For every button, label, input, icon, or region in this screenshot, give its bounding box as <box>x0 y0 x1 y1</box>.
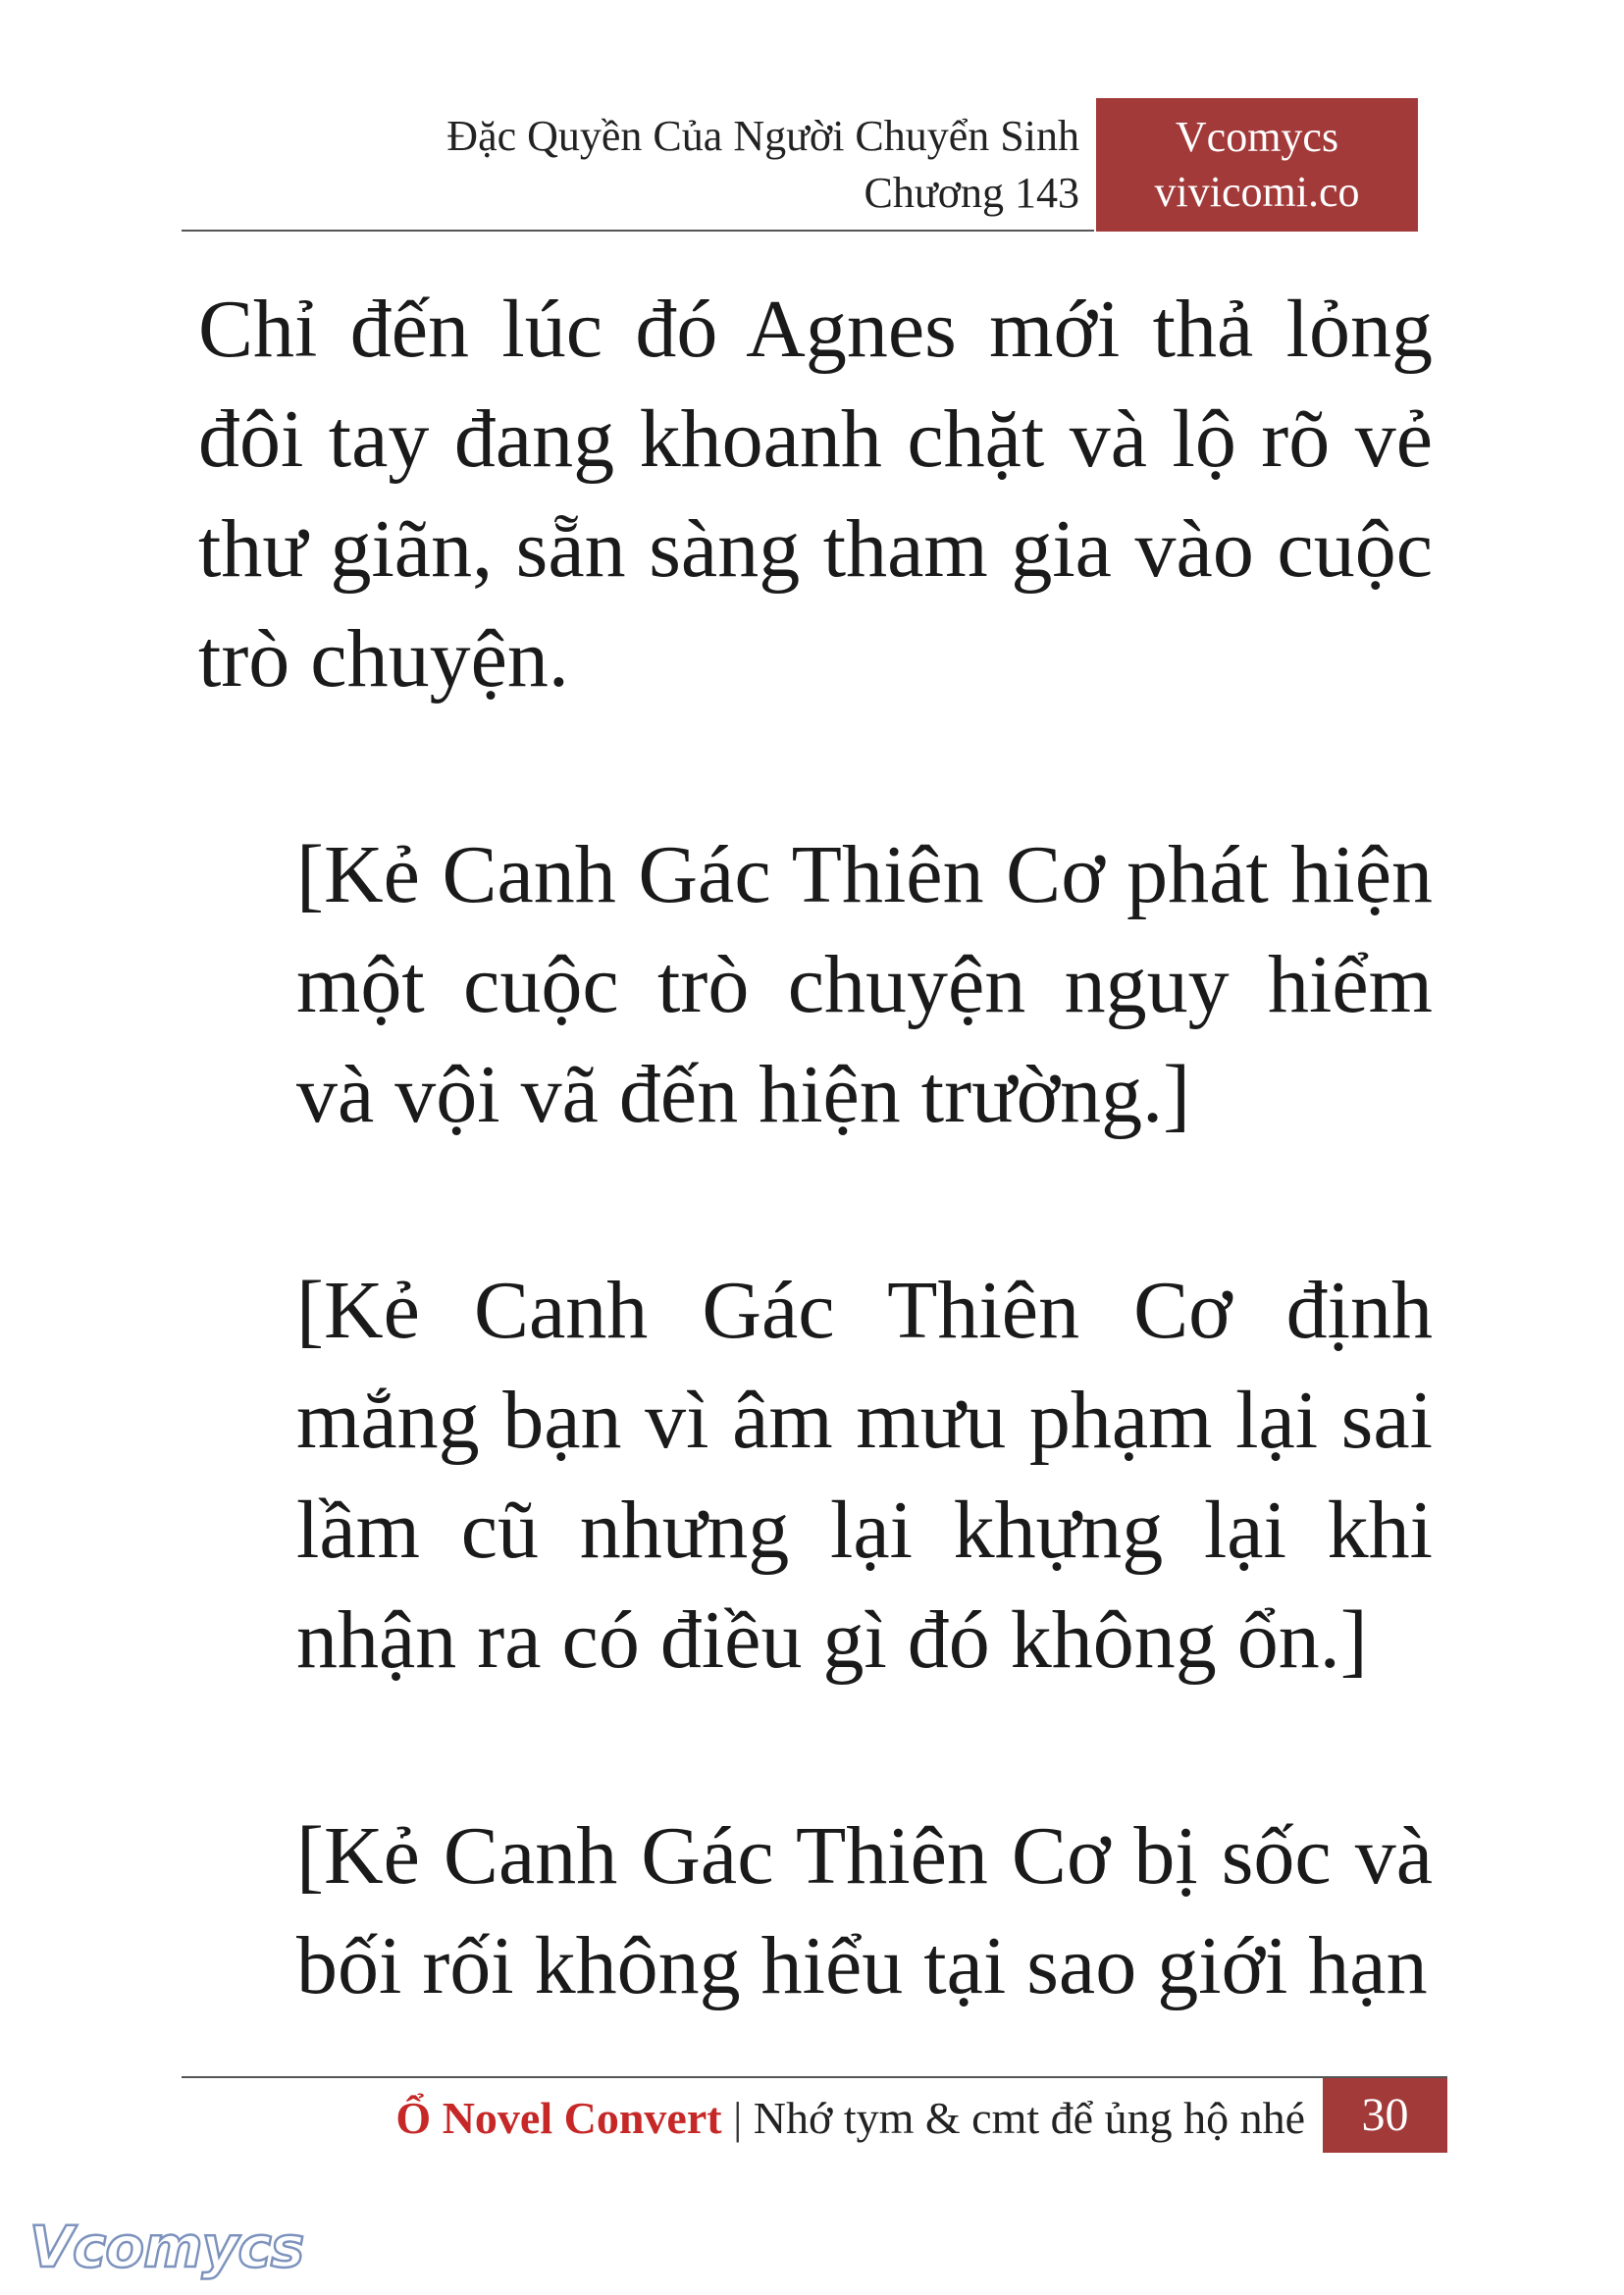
footer-divider <box>182 2076 1447 2078</box>
badge-site-url: vivicomi.co <box>1154 168 1360 216</box>
footer-note: Nhớ tym & cmt để ủng hộ nhé <box>753 2093 1305 2143</box>
paragraph: Chỉ đến lúc đó Agnes mới thả lỏng đôi tay đang khoanh chặt và lộ rõ vẻ thư giãn, sẵn sàng tham gia vào cuộc trò chuyện. <box>198 284 1433 704</box>
watermark-logo: Vcomycs <box>29 2214 304 2280</box>
book-title: Đặc Quyền Của Người Chuyển Sinh <box>446 112 1079 160</box>
footer-brand: Ổ Novel Convert <box>395 2093 722 2143</box>
chapter-label: Chương 143 <box>864 169 1079 217</box>
site-badge <box>1096 98 1418 232</box>
system-message: [Kẻ Canh Gác Thiên Cơ bị sốc và bối rối không hiểu tại sao giới hạn <box>296 1810 1433 2011</box>
system-message: [Kẻ Canh Gác Thiên Cơ định mắng bạn vì âm mưu phạm lại sai lầm cũ nhưng lại khựng lại khi nhận ra có điều gì đó không ổn.] <box>296 1265 1433 1686</box>
header-divider <box>182 230 1094 232</box>
footer-separator: | <box>733 2093 743 2143</box>
badge-site-name: Vcomycs <box>1175 113 1339 161</box>
page-footer <box>395 2084 1305 2153</box>
page-header <box>446 108 1079 222</box>
system-message: [Kẻ Canh Gác Thiên Cơ phát hiện một cuộc trò chuyện nguy hiểm và vội vã đến hiện trường.] <box>296 829 1433 1140</box>
page-number: 30 <box>1323 2078 1447 2153</box>
chapter-body <box>198 275 1433 2021</box>
